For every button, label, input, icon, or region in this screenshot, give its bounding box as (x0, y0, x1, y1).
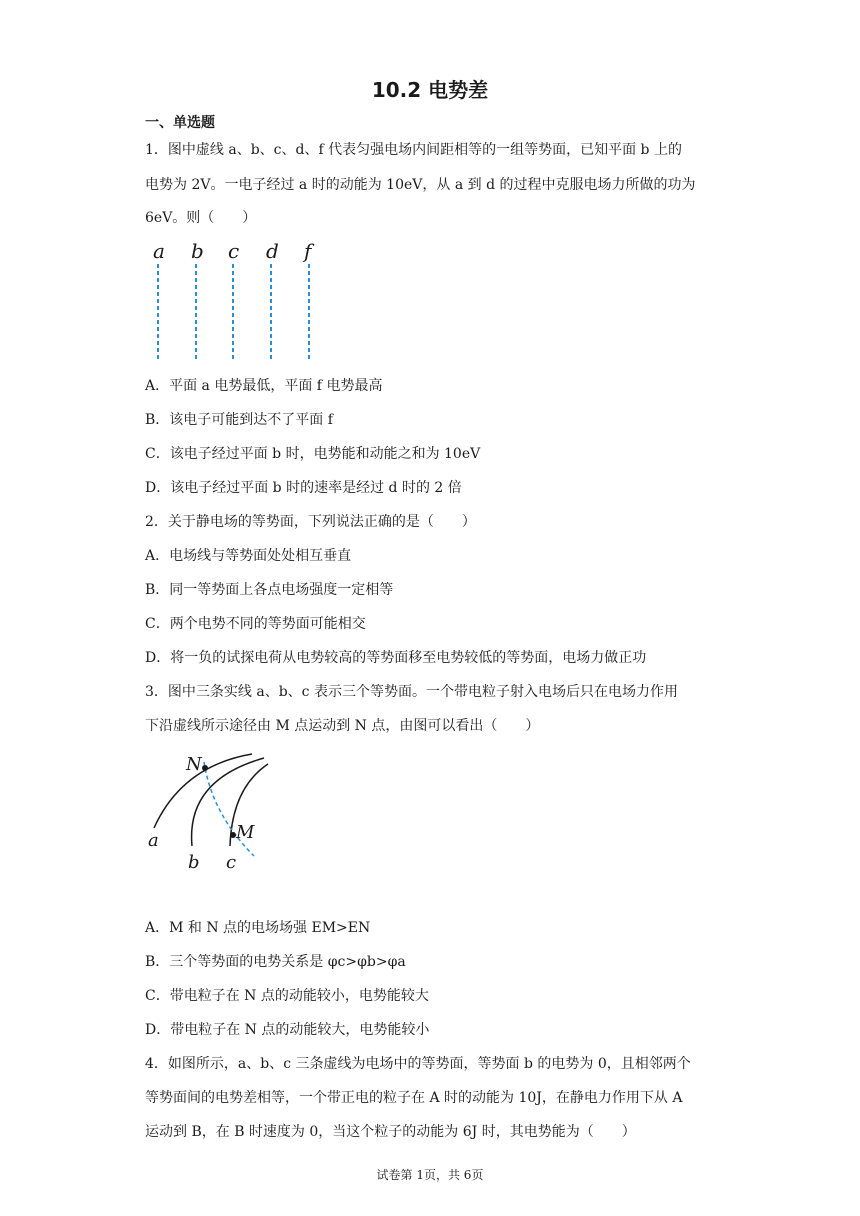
label-m: M (236, 822, 255, 843)
q1-line-2: 电势为 2V。一电子经过 a 时的动能为 10eV，从 a 到 d 的过程中克服电场力所做的功为 (145, 177, 696, 193)
q2-line-1: 2．关于静电场的等势面，下列说法正确的是（ ） (145, 514, 476, 530)
q1-option-c: C．该电子经过平面 b 时，电势能和动能之和为 10eV (145, 446, 481, 462)
q1-line-3: 6eV。则（ ） (145, 210, 257, 226)
label-a: a (153, 239, 165, 263)
section-heading: 一、单选题 (145, 115, 215, 131)
q4-line-3: 运动到 B，在 B 时速度为 0，当这个粒子的动能为 6J 时，其电势能为（ ） (145, 1124, 636, 1140)
q3-option-a: A．M 和 N 点的电场场强 EM>EN (145, 920, 371, 936)
q1-equipotential-figure (145, 238, 335, 368)
label-n: N (186, 754, 202, 775)
q4-line-2: 等势面间的电势差相等，一个带正电的粒子在 A 时的动能为 10J，在静电力作用下从 A (145, 1090, 683, 1106)
label-d: d (266, 239, 279, 263)
label-a-3: a (148, 830, 159, 851)
q1-line-1: 1．图中虚线 a、b、c、d、f 代表匀强电场内间距相等的一组等势面，已知平面 b 上的 (145, 142, 682, 158)
q3-option-c: C．带电粒子在 N 点的动能较小，电势能较大 (145, 988, 429, 1004)
q4-line-1: 4．如图所示，a、b、c 三条虚线为电场中的等势面，等势面 b 的电势为 0，且相邻两个 (145, 1056, 691, 1072)
equipotential-a-curve (154, 754, 252, 828)
q2-option-b: B．同一等势面上各点电场强度一定相等 (145, 582, 394, 598)
point-n-dot (202, 765, 208, 771)
label-c: c (228, 239, 240, 263)
q3-line-2: 下沿虚线所示途径由 M 点运动到 N 点，由图可以看出（ ） (145, 718, 540, 734)
q1-option-b: B．该电子可能到达不了平面 f (145, 412, 333, 428)
label-f: f (304, 239, 312, 263)
q3-line-1: 3．图中三条实线 a、b、c 表示三个等势面。一个带电粒子射入电场后只在电场力作用 (145, 684, 678, 700)
q3-option-d: D．带电粒子在 N 点的动能较大，电势能较小 (145, 1022, 430, 1038)
q1-option-a: A．平面 a 电势最低，平面 f 电势最高 (145, 378, 383, 394)
page-footer: 试卷第 1页，共 6页 (376, 1168, 484, 1182)
label-b-3: b (188, 852, 200, 873)
q3-trajectory-figure (140, 748, 280, 873)
q1-option-d: D．该电子经过平面 b 时的速率是经过 d 时的 2 倍 (145, 480, 462, 496)
page-title: 10.2 电势差 (371, 78, 489, 102)
q2-option-d: D．将一负的试探电荷从电势较高的等势面移至电势较低的等势面，电场力做正功 (145, 650, 647, 666)
label-b: b (191, 239, 204, 263)
q3-option-b: B．三个等势面的电势关系是 φc>φb>φa (145, 954, 406, 970)
q2-option-c: C．两个电势不同的等势面可能相交 (145, 616, 366, 632)
label-c-3: c (226, 852, 237, 873)
q2-option-a: A．电场线与等势面处处相互垂直 (145, 548, 352, 564)
